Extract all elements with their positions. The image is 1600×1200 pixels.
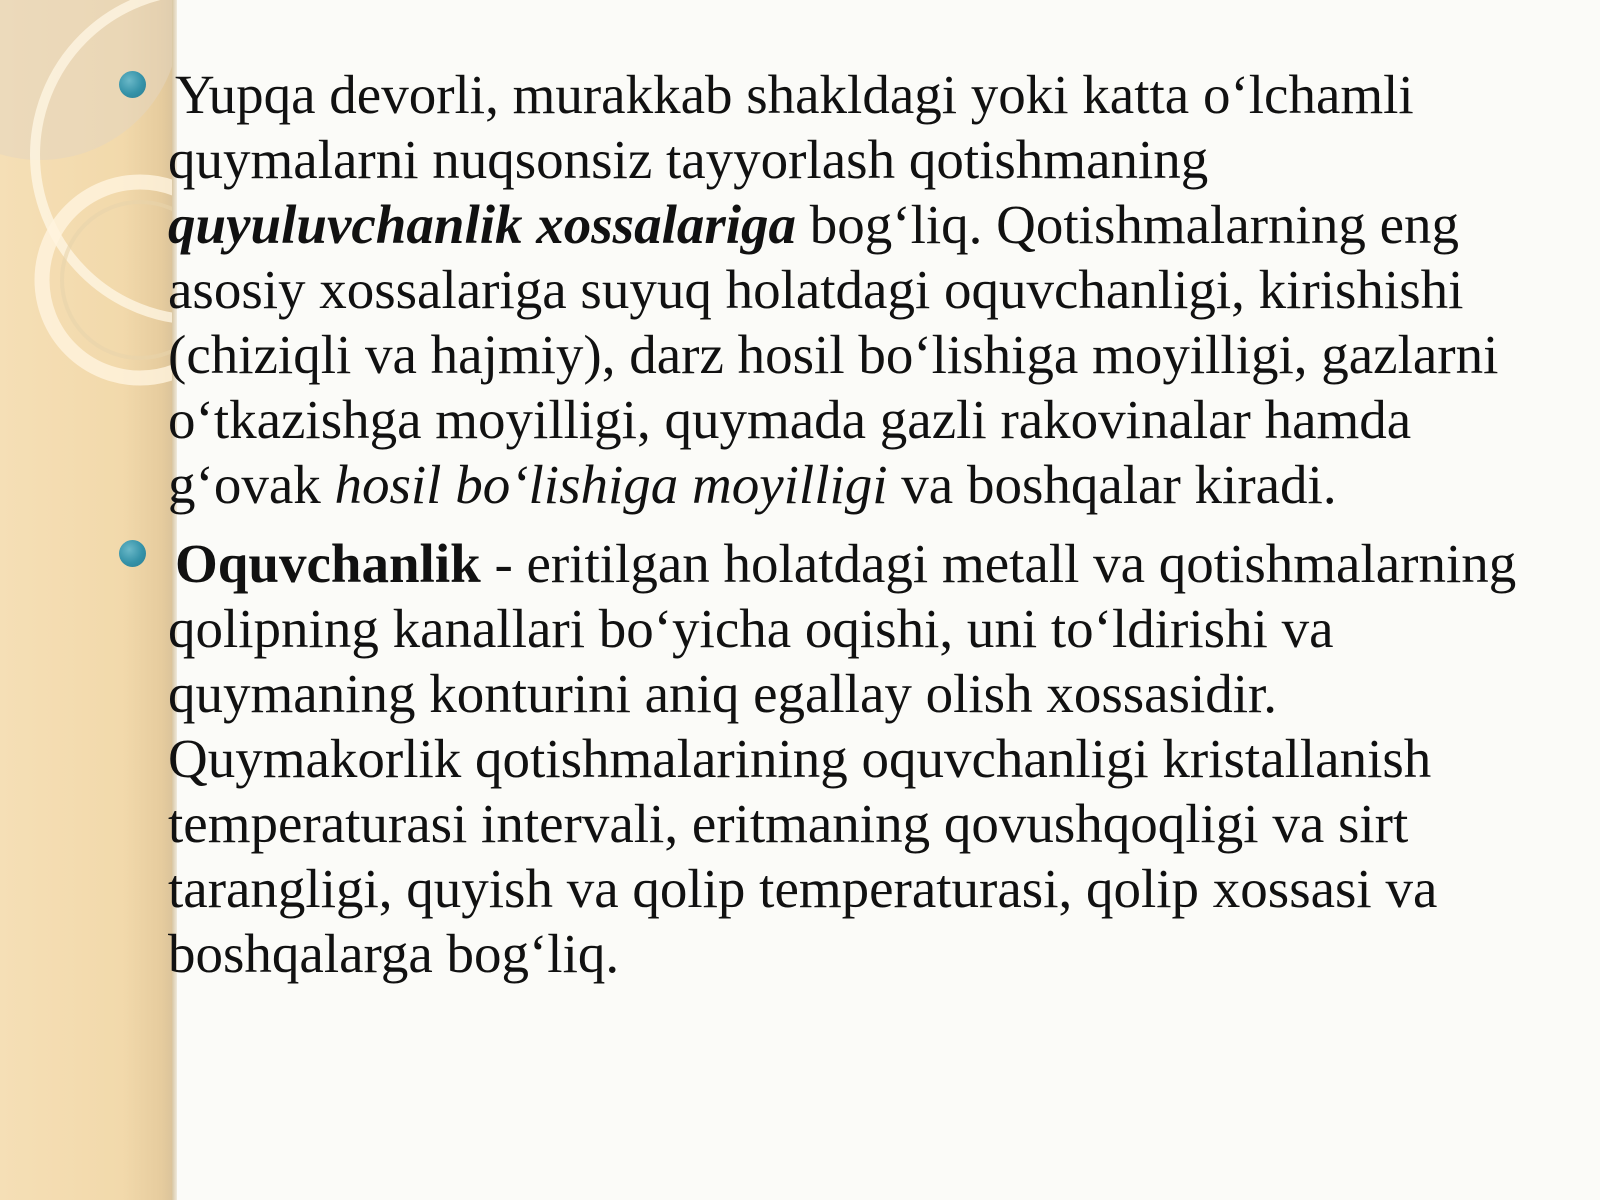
bullet-1-term-casting-properties: quyuluvchanlik xossalariga <box>168 194 797 255</box>
bullet-1-text-1: Yupqa devorli, murakkab shakldagi yoki katta o‘lchamli quymalarni nuqsonsiz tayyorlash qotishmaning <box>168 64 1414 190</box>
bullet-item <box>118 62 1538 517</box>
bullet-dot-icon <box>119 540 146 567</box>
bullet-2-text: - eritilgan holatdagi metall va qotishmalarning qolipning kanallari bo‘yicha oqishi, uni to‘ldirishi va quymaning konturini aniq egallay olish xossasidir. Quymakorlik qotishmalarining oquvchanligi kristallanish temperaturasi intervali, eritmaning qovushqoqligi va sirt tarangligi, quyish va qolip temperaturasi, qolip xossasi va boshqalarga bog‘liq. <box>168 533 1517 984</box>
bullet-item <box>118 531 1538 986</box>
bullet-dot-icon <box>119 71 146 98</box>
bullet-1-term-porosity: hosil bo‘lishiga moyilligi <box>334 454 888 515</box>
bullet-2-term-fluidity: Oquvchanlik <box>175 533 481 594</box>
slide-content <box>118 62 1538 986</box>
bullet-1-text-3: va boshqalar kiradi. <box>887 454 1337 515</box>
bullet-1-text-2: bog‘liq. Qotishmalarning eng asosiy xossalariga suyuq holatdagi oquvchanligi, kirishishi (chiziqli va hajmiy), darz hosil bo‘lishiga moyilligi, gazlarni o‘tkazishga moyilligi, quymada gazli rakovinalar hamda g‘ovak <box>168 194 1499 515</box>
